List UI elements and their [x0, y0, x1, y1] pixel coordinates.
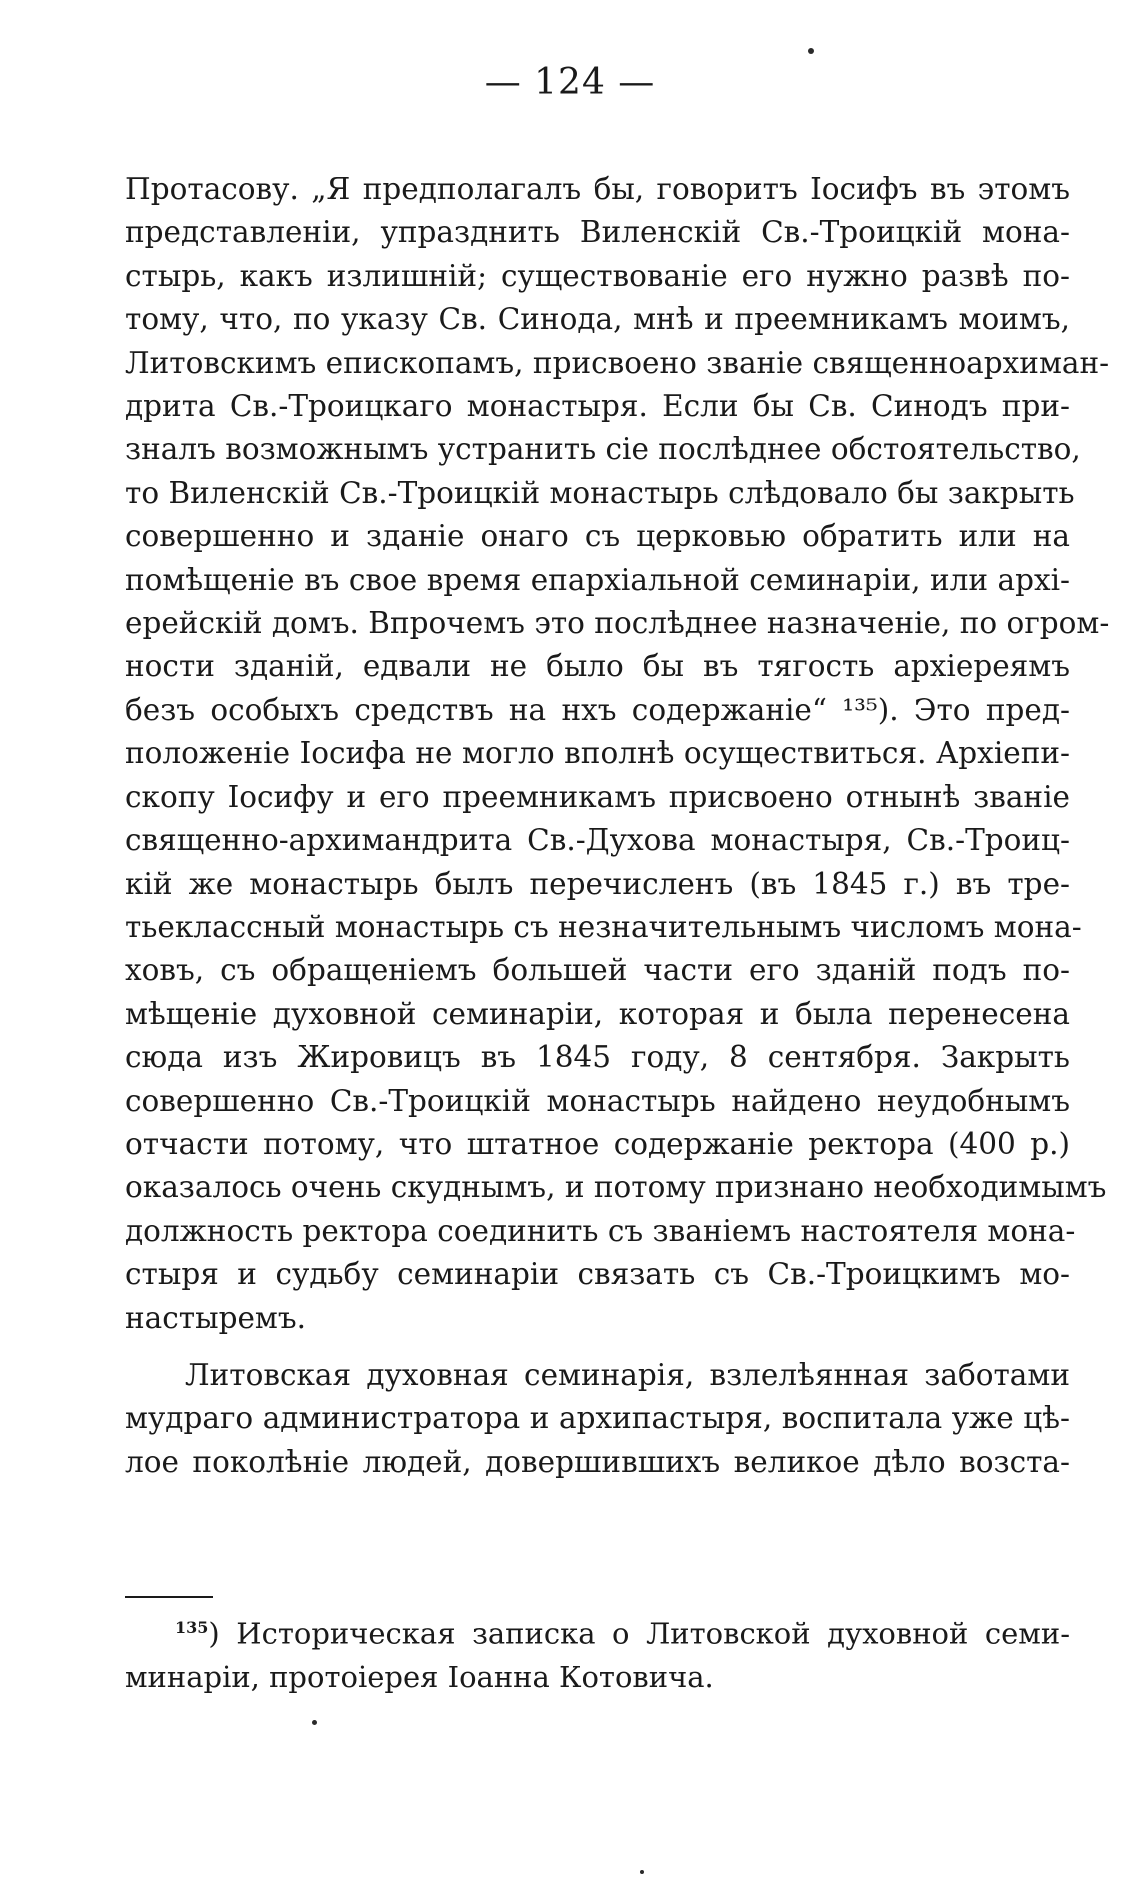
text-line: тому, что, по указу Св. Синода, мнѣ и преемникамъ моимъ,	[125, 302, 1070, 337]
text-line: дрита Св.-Троицкаго монастыря. Если бы Св. Синодъ при-	[125, 389, 1070, 424]
text-line: кій же монастырь былъ перечисленъ (въ 1845 г.) въ тре-	[125, 866, 1070, 901]
text-line: мудраго администратора и архипастыря, воспитала уже цѣ-	[125, 1401, 1070, 1436]
text-line: Литовская духовная семинарія, взлелѣянная заботами	[185, 1357, 1070, 1392]
footnote-line: минаріи, протоіерея Іоанна Котовича.	[125, 1659, 714, 1694]
footnote-marker: 135	[175, 1618, 209, 1637]
text-line: настыремъ.	[125, 1300, 307, 1335]
text-line: лое поколѣніе людей, довершившихъ великое дѣло возста-	[125, 1444, 1070, 1479]
text-line: священно-архимандрита Св.-Духова монастыря, Св.-Троиц-	[125, 823, 1070, 858]
text-line: зналъ возможнымъ устранить сіе послѣднее обстоятельство,	[125, 432, 1081, 467]
footnote-divider	[125, 1596, 213, 1598]
text-line: тьеклассный монастырь съ незначительнымъ числомъ мона-	[125, 909, 1082, 944]
text-line: должность ректора соединить съ званіемъ настоятеля мона-	[125, 1213, 1076, 1248]
footnote	[125, 1606, 1070, 1699]
text-line: стырь, какъ излишній; существованіе его нужно развѣ по-	[125, 258, 1070, 293]
text-line: представленіи, упразднить Виленскій Св.-Троицкій мона-	[125, 215, 1070, 250]
text-line: мѣщеніе духовной семинаріи, которая и была перенесена	[125, 996, 1070, 1031]
text-line: сюда изъ Жировицъ въ 1845 году, 8 сентября. Закрыть	[125, 1040, 1070, 1075]
paragraph-gap	[125, 1340, 1070, 1354]
text-line: положеніе Іосифа не могло вполнѣ осуществиться. Архіепи-	[125, 736, 1070, 771]
scan-speck	[640, 1870, 644, 1874]
text-line: стыря и судьбу семинаріи связать съ Св.-Троицкимъ мо-	[125, 1257, 1070, 1292]
text-line: Литовскимъ епископамъ, присвоено званіе священноархиман-	[125, 345, 1110, 380]
text-line: совершенно и зданіе онаго съ церковью обратить или на	[125, 519, 1070, 554]
text-line: ности зданій, едвали не было бы въ тягость архіереямъ	[125, 649, 1070, 684]
text-line: ерейскій домъ. Впрочемъ это послѣднее назначеніе, по огром-	[125, 606, 1110, 641]
scan-speck	[808, 48, 814, 54]
text-line: то Виленскій Св.-Троицкій монастырь слѣдовало бы закрыть	[125, 475, 1075, 510]
text-line: скопу Іосифу и его преемникамъ присвоено отнынѣ званіе	[125, 779, 1070, 814]
text-line: ховъ, съ обращеніемъ большей части его зданій подъ по-	[125, 953, 1070, 988]
text-line: помѣщеніе въ свое время епархіальной семинаріи, или архі-	[125, 562, 1070, 597]
text-line: безъ особыхъ средствъ на нхъ содержаніе“ ¹³⁵). Это пред-	[125, 692, 1070, 727]
text-line: оказалось очень скуднымъ, и потому признано необходимымъ	[125, 1170, 1107, 1205]
main-text	[125, 168, 1110, 1484]
footnote-text: ) Историческая записка о Литовской духовной семи-	[208, 1616, 1070, 1651]
text-line: совершенно Св.-Троицкій монастырь найдено неудобнымъ	[125, 1083, 1070, 1118]
page-number: — 124 —	[484, 62, 656, 103]
text-line: отчасти потому, что штатное содержаніе ректора (400 р.)	[125, 1126, 1070, 1161]
text-line: Протасову. „Я предполагалъ бы, говоритъ Іосифъ въ этомъ	[125, 172, 1070, 206]
footnote-line	[125, 1606, 1070, 1656]
scan-speck	[312, 1720, 317, 1725]
